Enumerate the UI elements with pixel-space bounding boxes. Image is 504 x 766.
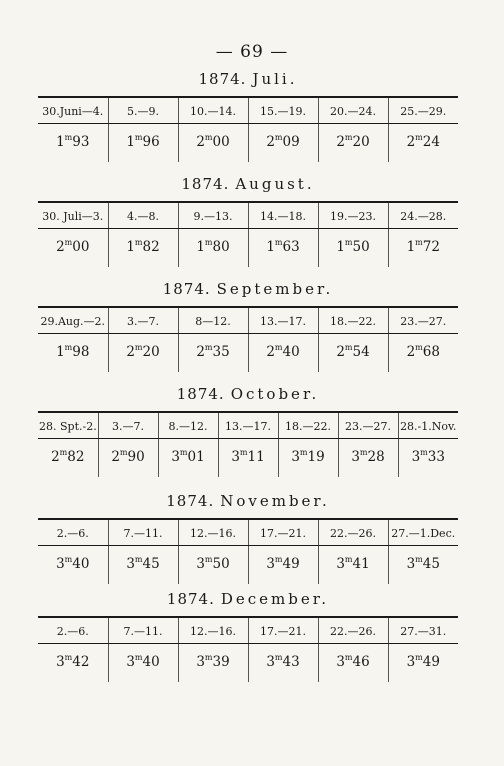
value-whole: 1	[56, 344, 65, 360]
month-section	[38, 385, 458, 477]
section-month: November.	[220, 492, 330, 510]
section-month: Juli.	[252, 70, 298, 88]
value-unit: m	[179, 448, 188, 457]
measurement-value	[318, 124, 388, 163]
value-fraction: 45	[422, 556, 440, 572]
measurement-value	[398, 439, 458, 478]
value-fraction: 96	[142, 134, 160, 150]
value-fraction: 93	[72, 134, 90, 150]
value-whole: 3	[336, 556, 345, 572]
value-fraction: 43	[282, 654, 300, 670]
period-header: 8—12.	[178, 307, 248, 334]
month-section	[38, 492, 458, 584]
value-unit: m	[420, 448, 428, 457]
value-fraction: 19	[307, 449, 325, 465]
value-whole: 1	[56, 134, 65, 150]
value-whole: 3	[171, 449, 180, 465]
section-title	[38, 492, 458, 510]
value-whole: 3	[231, 449, 240, 465]
value-row	[38, 546, 458, 585]
measurement-value	[318, 546, 388, 585]
value-fraction: 50	[212, 556, 230, 572]
value-fraction: 41	[352, 556, 370, 572]
period-header: 14.—18.	[248, 202, 318, 229]
measurement-value	[98, 439, 158, 478]
period-header: 27.—1.Dec.	[388, 519, 458, 546]
value-fraction: 20	[142, 344, 160, 360]
value-fraction: 80	[212, 239, 230, 255]
value-unit: m	[204, 133, 213, 142]
measurement-value	[38, 229, 108, 268]
value-unit: m	[64, 133, 73, 142]
value-unit: m	[274, 238, 283, 247]
value-fraction: 82	[142, 239, 160, 255]
value-unit: m	[134, 238, 143, 247]
section-title	[38, 70, 458, 88]
value-unit: m	[64, 238, 73, 247]
period-header: 23.—27.	[338, 412, 398, 439]
value-fraction: 49	[422, 654, 440, 670]
value-unit: m	[134, 133, 143, 142]
value-whole: 2	[336, 344, 345, 360]
measurement-value	[178, 229, 248, 268]
value-unit: m	[415, 555, 423, 564]
value-whole: 2	[196, 344, 205, 360]
value-row	[38, 124, 458, 163]
section-year: 1874.	[166, 590, 215, 608]
value-fraction: 28	[367, 449, 385, 465]
value-whole: 3	[266, 654, 275, 670]
measurement-value	[248, 644, 318, 683]
value-whole: 2	[336, 134, 345, 150]
value-fraction: 68	[422, 344, 440, 360]
value-whole: 2	[126, 344, 135, 360]
section-year: 1874.	[176, 385, 225, 403]
period-header-row	[38, 307, 458, 334]
measurement-table	[38, 616, 458, 682]
measurement-value	[158, 439, 218, 478]
section-month: August.	[235, 175, 315, 193]
period-header: 13.—17.	[218, 412, 278, 439]
period-header: 24.—28.	[388, 202, 458, 229]
period-header: 12.—16.	[178, 519, 248, 546]
month-section	[38, 590, 458, 682]
month-section	[38, 175, 458, 267]
value-whole: 3	[196, 556, 205, 572]
period-header: 8.—12.	[158, 412, 218, 439]
measurement-value	[218, 439, 278, 478]
value-unit: m	[204, 343, 213, 352]
value-row	[38, 439, 458, 478]
value-unit: m	[344, 653, 353, 662]
value-whole: 2	[266, 134, 275, 150]
value-whole: 2	[406, 134, 416, 150]
value-unit: m	[274, 133, 283, 142]
value-fraction: 40	[282, 344, 300, 360]
value-fraction: 01	[187, 449, 205, 465]
value-fraction: 24	[422, 134, 440, 150]
value-whole: 3	[196, 654, 205, 670]
value-fraction: 33	[427, 449, 445, 465]
value-unit: m	[274, 555, 283, 564]
measurement-value	[178, 124, 248, 163]
value-fraction: 40	[142, 654, 160, 670]
value-fraction: 40	[72, 556, 90, 572]
measurement-value	[38, 124, 108, 163]
period-header: 22.—26.	[318, 617, 388, 644]
value-unit: m	[64, 343, 73, 352]
value-fraction: 72	[422, 239, 440, 255]
measurement-value	[38, 334, 108, 373]
measurement-table	[38, 518, 458, 584]
period-header: 30. Juli—3.	[38, 202, 108, 229]
period-header: 19.—23.	[318, 202, 388, 229]
value-whole: 1	[266, 239, 275, 255]
period-header: 27.—31.	[388, 617, 458, 644]
value-unit: m	[64, 653, 73, 662]
value-unit: m	[344, 555, 353, 564]
measurement-value	[318, 334, 388, 373]
value-unit: m	[359, 448, 368, 457]
measurement-value	[388, 334, 458, 373]
value-whole: 3	[336, 654, 345, 670]
period-header: 30.Juni—4.	[38, 97, 108, 124]
section-title	[38, 590, 458, 608]
value-unit: m	[134, 653, 143, 662]
value-fraction: 45	[142, 556, 160, 572]
measurement-value	[338, 439, 398, 478]
value-whole: 3	[266, 556, 275, 572]
value-whole: 2	[56, 239, 65, 255]
measurement-value	[318, 229, 388, 268]
period-header: 18.—22.	[318, 307, 388, 334]
value-fraction: 39	[212, 654, 230, 670]
value-unit: m	[239, 448, 248, 457]
value-whole: 1	[126, 134, 135, 150]
value-unit: m	[344, 238, 353, 247]
measurement-value	[108, 546, 178, 585]
period-header: 28.-1.Nov.	[398, 412, 458, 439]
value-whole: 3	[126, 654, 135, 670]
measurement-table	[38, 96, 458, 162]
period-header-row	[38, 519, 458, 546]
page-number: — 69 —	[215, 42, 289, 62]
value-unit: m	[134, 555, 143, 564]
measurement-value	[388, 124, 458, 163]
measurement-table	[38, 201, 458, 267]
value-unit: m	[344, 133, 353, 142]
measurement-value	[248, 124, 318, 163]
value-fraction: 50	[352, 239, 370, 255]
value-unit: m	[119, 448, 128, 457]
value-whole: 1	[406, 239, 416, 255]
value-unit: m	[204, 555, 213, 564]
value-fraction: 82	[67, 449, 85, 465]
value-whole: 2	[406, 344, 416, 360]
period-header: 13.—17.	[248, 307, 318, 334]
measurement-table	[38, 306, 458, 372]
value-whole: 3	[406, 556, 416, 572]
value-whole: 3	[56, 654, 65, 670]
value-unit: m	[415, 133, 423, 142]
value-unit: m	[204, 653, 213, 662]
value-whole: 2	[196, 134, 205, 150]
value-unit: m	[274, 343, 283, 352]
value-whole: 1	[196, 239, 205, 255]
period-header: 22.—26.	[318, 519, 388, 546]
period-header: 3.—7.	[98, 412, 158, 439]
measurement-value	[178, 644, 248, 683]
period-header: 18.—22.	[278, 412, 338, 439]
measurement-value	[38, 439, 98, 478]
value-unit: m	[415, 653, 423, 662]
month-section	[38, 70, 458, 162]
period-header: 28. Spt.-2.	[38, 412, 98, 439]
section-year: 1874.	[166, 492, 215, 510]
measurement-value	[108, 229, 178, 268]
value-fraction: 49	[282, 556, 300, 572]
measurement-value	[388, 546, 458, 585]
value-fraction: 90	[127, 449, 145, 465]
period-header: 29.Aug.—2.	[38, 307, 108, 334]
value-row	[38, 644, 458, 683]
value-unit: m	[415, 238, 423, 247]
measurement-value	[318, 644, 388, 683]
period-header-row	[38, 617, 458, 644]
period-header: 10.—14.	[178, 97, 248, 124]
value-row	[38, 334, 458, 373]
value-whole: 3	[351, 449, 360, 465]
value-unit: m	[59, 448, 68, 457]
value-whole: 2	[111, 449, 120, 465]
measurement-table	[38, 411, 458, 477]
value-fraction: 11	[247, 449, 265, 465]
period-header: 15.—19.	[248, 97, 318, 124]
value-whole: 3	[56, 556, 65, 572]
value-whole: 3	[411, 449, 421, 465]
measurement-value	[248, 546, 318, 585]
value-fraction: 42	[72, 654, 90, 670]
period-header: 25.—29.	[388, 97, 458, 124]
period-header: 17.—21.	[248, 617, 318, 644]
measurement-value	[248, 334, 318, 373]
period-header: 17.—21.	[248, 519, 318, 546]
period-header: 7.—11.	[108, 617, 178, 644]
value-whole: 2	[51, 449, 60, 465]
period-header: 2.—6.	[38, 617, 108, 644]
period-header: 3.—7.	[108, 307, 178, 334]
period-header: 7.—11.	[108, 519, 178, 546]
section-year: 1874.	[162, 280, 211, 298]
value-whole: 3	[126, 556, 135, 572]
period-header: 23.—27.	[388, 307, 458, 334]
value-fraction: 00	[212, 134, 230, 150]
period-header: 5.—9.	[108, 97, 178, 124]
measurement-value	[108, 334, 178, 373]
measurement-value	[38, 644, 108, 683]
section-month: September.	[216, 280, 334, 298]
section-title	[38, 385, 458, 403]
section-month: December.	[220, 590, 330, 608]
value-fraction: 35	[212, 344, 230, 360]
value-whole: 1	[336, 239, 345, 255]
section-year: 1874.	[198, 70, 247, 88]
measurement-value	[108, 644, 178, 683]
measurement-value	[388, 229, 458, 268]
section-title	[38, 175, 458, 193]
value-fraction: 63	[282, 239, 300, 255]
month-section	[38, 280, 458, 372]
value-fraction: 54	[352, 344, 370, 360]
period-header-row	[38, 202, 458, 229]
value-unit: m	[415, 343, 423, 352]
value-whole: 2	[266, 344, 275, 360]
value-whole: 1	[126, 239, 135, 255]
period-header-row	[38, 97, 458, 124]
value-fraction: 09	[282, 134, 300, 150]
value-fraction: 20	[352, 134, 370, 150]
section-year: 1874.	[181, 175, 230, 193]
measurement-value	[108, 124, 178, 163]
measurement-value	[38, 546, 108, 585]
section-month: October.	[230, 385, 320, 403]
period-header: 9.—13.	[178, 202, 248, 229]
measurement-value	[248, 229, 318, 268]
measurement-value	[178, 334, 248, 373]
period-header: 20.—24.	[318, 97, 388, 124]
value-fraction: 98	[72, 344, 90, 360]
value-unit: m	[274, 653, 283, 662]
value-fraction: 00	[72, 239, 90, 255]
value-whole: 3	[291, 449, 300, 465]
value-row	[38, 229, 458, 268]
value-unit: m	[299, 448, 308, 457]
value-fraction: 46	[352, 654, 370, 670]
measurement-value	[178, 546, 248, 585]
value-unit: m	[64, 555, 73, 564]
value-unit: m	[134, 343, 143, 352]
value-unit: m	[344, 343, 353, 352]
period-header-row	[38, 412, 458, 439]
period-header: 4.—8.	[108, 202, 178, 229]
period-header: 12.—16.	[178, 617, 248, 644]
section-title	[38, 280, 458, 298]
value-unit: m	[204, 238, 213, 247]
measurement-value	[278, 439, 338, 478]
measurement-value	[388, 644, 458, 683]
value-whole: 3	[406, 654, 416, 670]
period-header: 2.—6.	[38, 519, 108, 546]
